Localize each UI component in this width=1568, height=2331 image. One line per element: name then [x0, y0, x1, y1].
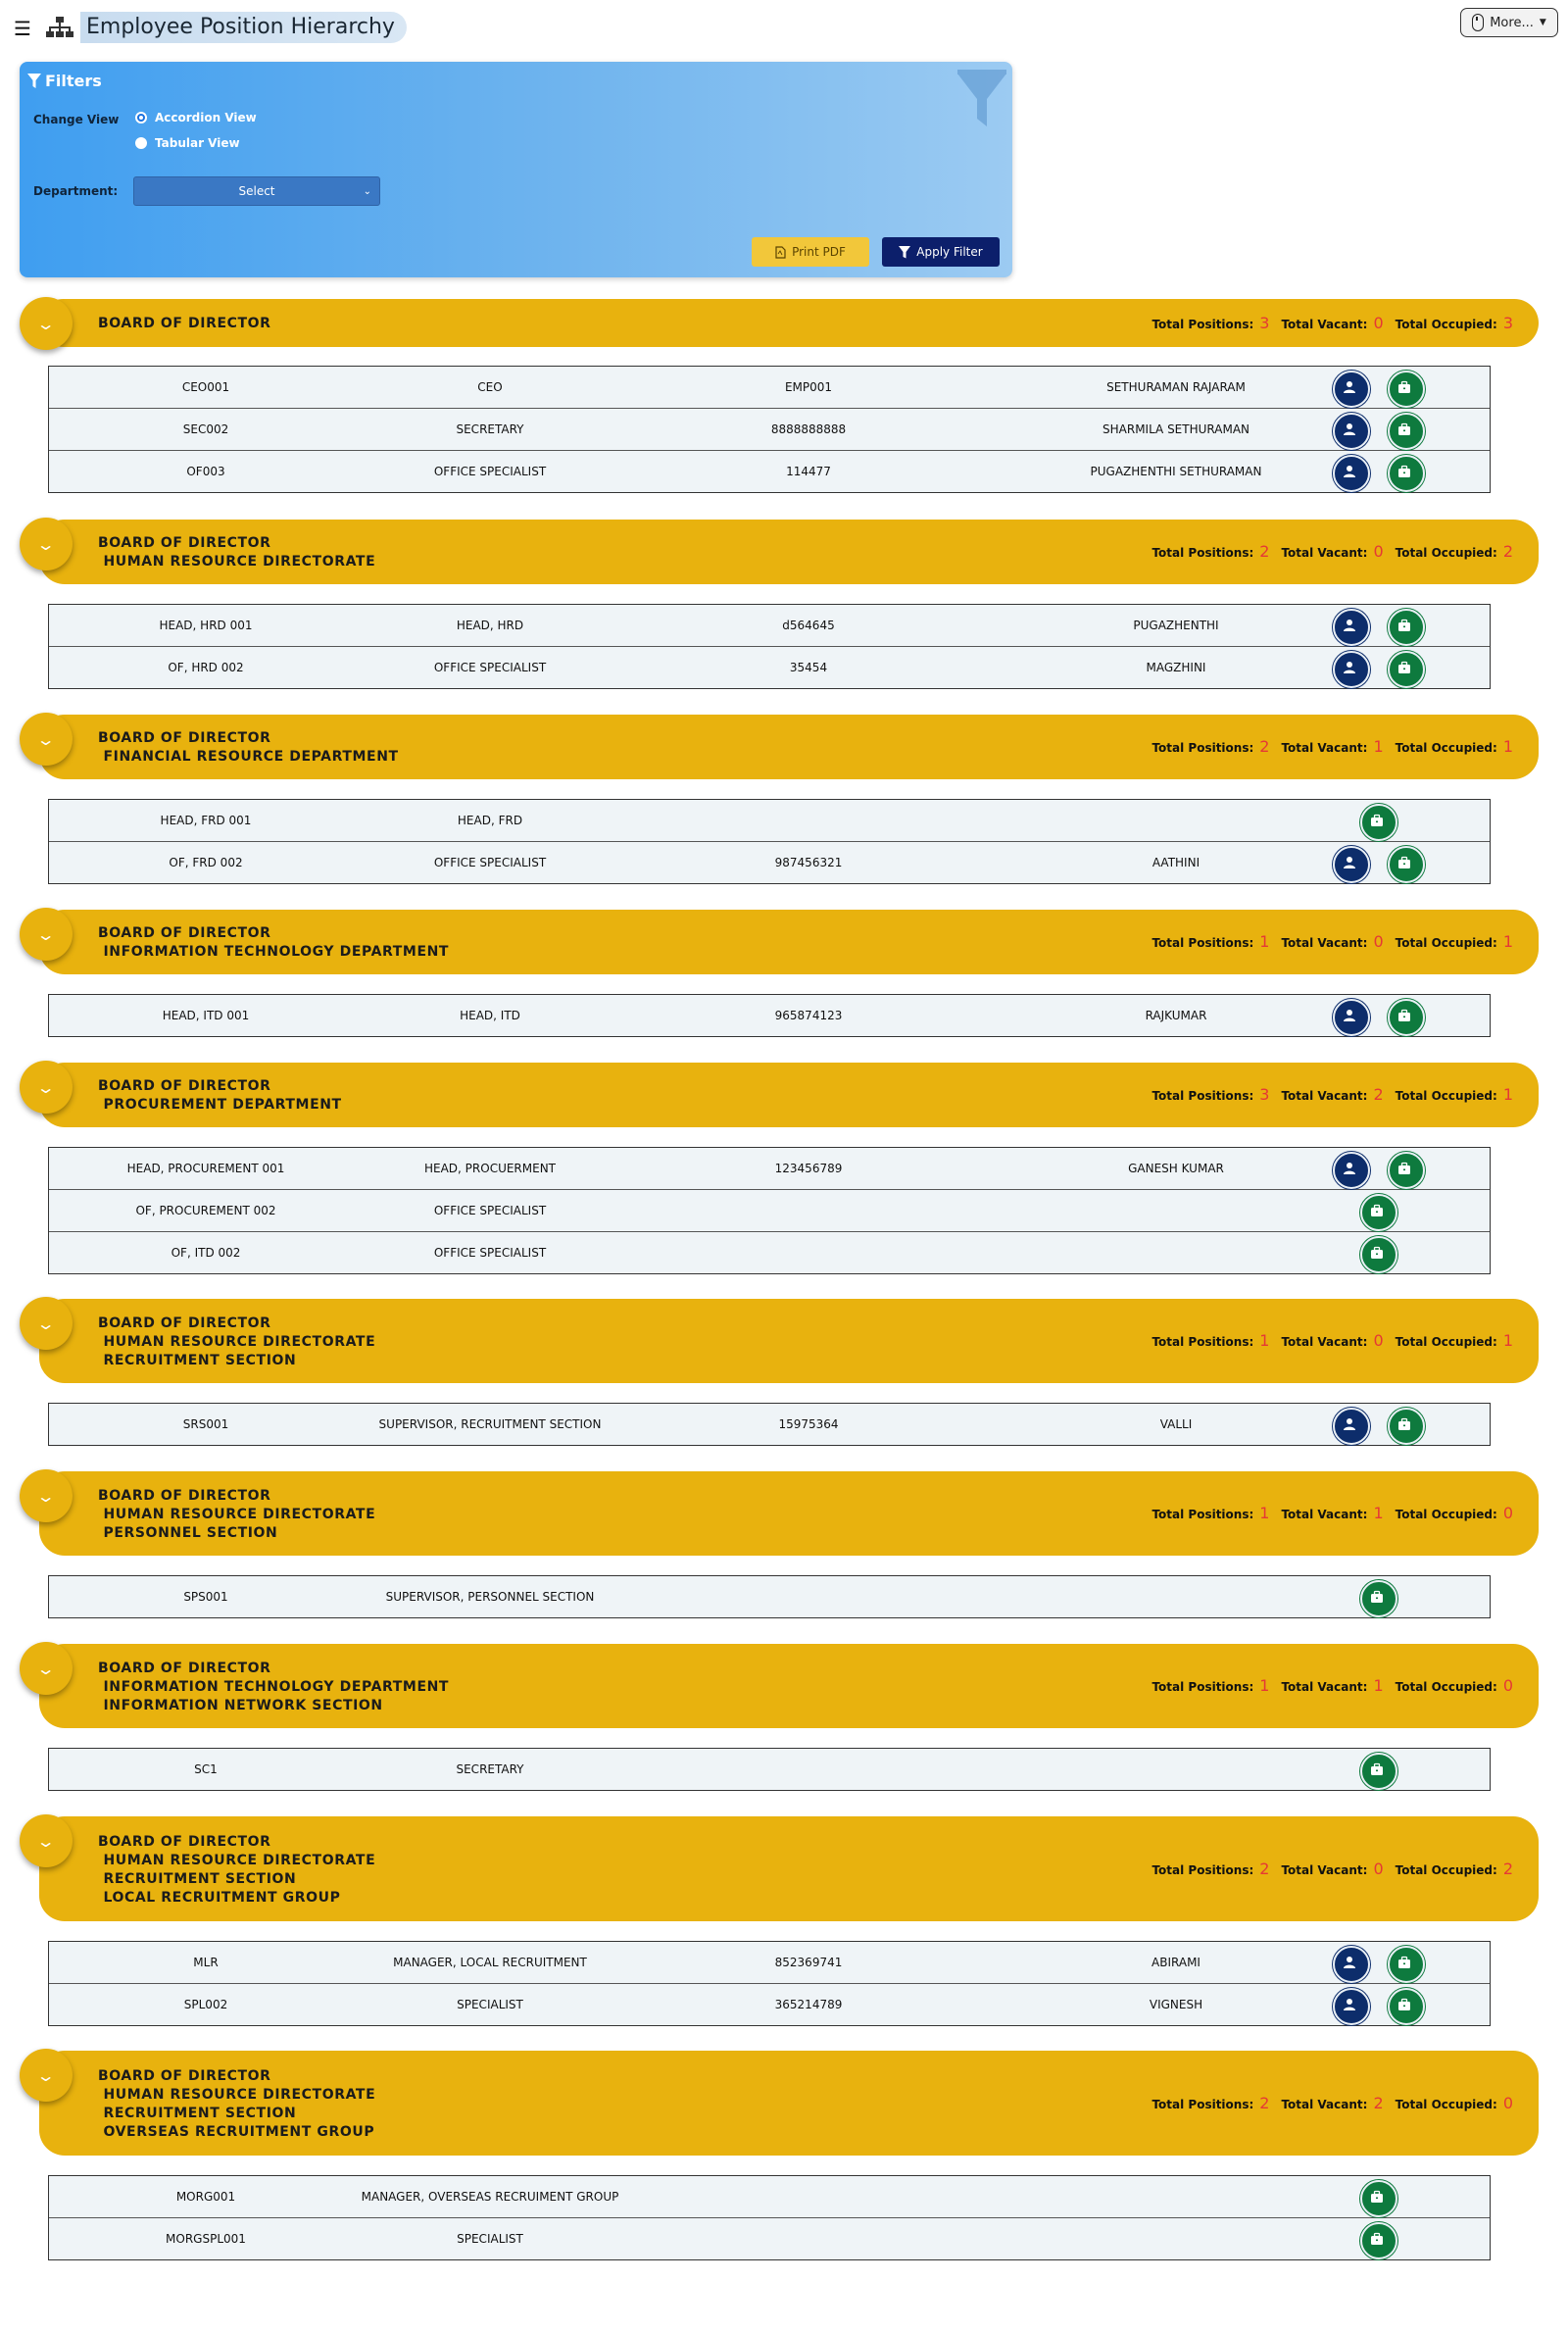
position-code: OF, PROCUREMENT 002: [135, 1204, 276, 1217]
department-line: BOARD OF DIRECTOR: [98, 925, 271, 941]
position-title: SUPERVISOR, PERSONNEL SECTION: [385, 1590, 595, 1604]
total-occupied-value: 0: [1502, 1676, 1513, 1695]
position-details-button[interactable]: [1388, 371, 1425, 408]
position-title: OFFICE SPECIALIST: [433, 1204, 547, 1217]
position-code: OF, HRD 002: [168, 661, 244, 674]
employee-details-button[interactable]: [1333, 455, 1370, 492]
total-vacant-value: 0: [1373, 1331, 1384, 1350]
radio-label: Accordion View: [155, 111, 257, 124]
position-details-button[interactable]: [1388, 413, 1425, 450]
total-positions-value: 1: [1259, 1676, 1270, 1695]
department-line: RECRUITMENT SECTION: [98, 1870, 297, 1887]
total-positions-label: Total Positions:: [1152, 1335, 1254, 1349]
total-occupied-label: Total Occupied:: [1395, 936, 1497, 950]
table-row: [49, 2176, 1490, 2218]
radio-label: Tabular View: [155, 136, 240, 150]
total-vacant-value: 0: [1373, 932, 1384, 951]
position-title: SUPERVISOR, RECRUITMENT SECTION: [378, 1417, 602, 1431]
positions-table: [48, 1748, 1491, 1791]
employee-details-button[interactable]: [1333, 999, 1370, 1036]
department-line: BOARD OF DIRECTOR: [98, 1833, 271, 1850]
employee-id: [657, 1749, 960, 1790]
position-details-button[interactable]: [1388, 651, 1425, 688]
department-path: [98, 1314, 375, 1370]
department-path: [98, 2067, 375, 2142]
filter-icon: [899, 246, 910, 259]
section-header[interactable]: [39, 1471, 1539, 1556]
section-stats: [1152, 1331, 1519, 1350]
position-title: SPECIALIST: [457, 1998, 523, 2011]
employee-name: [951, 1232, 1401, 1273]
positions-table: [48, 2175, 1491, 2260]
department-line: RECRUITMENT SECTION: [98, 1352, 297, 1368]
department-line: LOCAL RECRUITMENT GROUP: [98, 1889, 341, 1906]
employee-details-button[interactable]: [1333, 846, 1370, 883]
total-occupied-label: Total Occupied:: [1395, 1508, 1497, 1521]
position-details-button[interactable]: [1388, 1152, 1425, 1189]
employee-name: PUGAZHENTHI SETHURAMAN: [1090, 465, 1262, 478]
total-vacant-value: 2: [1373, 1085, 1384, 1104]
employee-details-button[interactable]: [1333, 609, 1370, 646]
expand-toggle-button[interactable]: [20, 713, 73, 766]
total-vacant-label: Total Vacant:: [1281, 1089, 1368, 1103]
positions-table: [48, 994, 1491, 1037]
position-title: CEO: [477, 380, 503, 394]
section-stats: [1152, 932, 1519, 951]
section-stats: [1152, 542, 1519, 561]
employee-details-button[interactable]: [1333, 371, 1370, 408]
total-occupied-label: Total Occupied:: [1395, 1862, 1497, 1877]
total-positions-label: Total Positions:: [1152, 1508, 1254, 1521]
table-row: [49, 1404, 1490, 1445]
position-code: OF003: [186, 465, 225, 478]
position-code: SEC002: [182, 422, 229, 436]
total-positions-label: Total Positions:: [1152, 936, 1254, 950]
employee-id: [657, 800, 960, 841]
total-positions-value: 3: [1259, 313, 1270, 332]
position-details-button[interactable]: [1388, 609, 1425, 646]
employee-id: 114477: [786, 465, 831, 478]
total-positions-value: 2: [1259, 542, 1270, 561]
department-line: HUMAN RESOURCE DIRECTORATE: [98, 1333, 376, 1350]
position-details-button[interactable]: [1388, 1408, 1425, 1445]
radio-unchecked-icon: [135, 137, 147, 149]
positions-table: [48, 366, 1491, 493]
table-row: [49, 842, 1490, 883]
employee-name: VALLI: [1159, 1417, 1193, 1431]
position-code: HEAD, HRD 001: [159, 619, 253, 632]
total-positions-label: Total Positions:: [1152, 741, 1254, 755]
employee-name: [951, 1190, 1401, 1231]
total-vacant-value: 1: [1373, 737, 1384, 756]
employee-name: [951, 2176, 1401, 2217]
positions-table: [48, 1147, 1491, 1274]
employee-details-button[interactable]: [1333, 413, 1370, 450]
table-row: [49, 367, 1490, 409]
total-occupied-value: 1: [1502, 737, 1513, 756]
total-positions-label: Total Positions:: [1152, 1862, 1254, 1877]
employee-id: EMP001: [784, 380, 833, 394]
total-occupied-label: Total Occupied:: [1395, 546, 1497, 560]
total-occupied-value: 1: [1502, 1331, 1513, 1350]
total-occupied-label: Total Occupied:: [1395, 1680, 1497, 1694]
radio-accordion-view[interactable]: [135, 111, 257, 124]
table-row: [49, 1576, 1490, 1617]
table-row: [49, 2218, 1490, 2259]
position-title: HEAD, FRD: [457, 814, 523, 827]
expand-toggle-button[interactable]: [20, 1814, 73, 1867]
section-stats: [1152, 1085, 1519, 1104]
position-title: OFFICE SPECIALIST: [433, 661, 547, 674]
department-line: BOARD OF DIRECTOR: [98, 535, 271, 551]
position-title: HEAD, PROCUERMENT: [423, 1162, 557, 1175]
total-vacant-value: 0: [1373, 1859, 1384, 1878]
employee-id: [657, 2218, 960, 2259]
total-occupied-value: 2: [1502, 542, 1513, 561]
caret-down-icon: ▼: [1539, 18, 1546, 27]
employee-id: 365214789: [774, 1998, 843, 2011]
section-header[interactable]: [39, 520, 1539, 584]
page-title: Employee Position Hierarchy: [80, 12, 407, 43]
employee-name: [951, 2218, 1401, 2259]
radio-tabular-view[interactable]: [135, 136, 240, 150]
employee-id: [657, 1190, 960, 1231]
department-label: Department:: [33, 184, 119, 198]
employee-details-button[interactable]: [1333, 651, 1370, 688]
positions-table: [48, 799, 1491, 884]
department-select[interactable]: [133, 176, 380, 206]
employee-details-button[interactable]: [1333, 1946, 1370, 1983]
employee-name: [951, 1749, 1401, 1790]
employee-id: 852369741: [774, 1956, 843, 1969]
total-positions-value: 1: [1259, 932, 1270, 951]
total-vacant-label: Total Vacant:: [1281, 741, 1368, 755]
position-details-button[interactable]: [1388, 999, 1425, 1036]
employee-details-button[interactable]: [1333, 1152, 1370, 1189]
employee-name: MAGZHINI: [1146, 661, 1206, 674]
positions-table: [48, 604, 1491, 689]
chevron-down-icon: ⌄: [35, 924, 57, 944]
total-vacant-label: Total Vacant:: [1281, 317, 1368, 331]
table-row: [49, 1148, 1490, 1190]
employee-name: AATHINI: [1152, 856, 1200, 869]
position-title: MANAGER, OVERSEAS RECRUIMENT GROUP: [361, 2190, 619, 2204]
chevron-down-icon: ⌄: [35, 1831, 57, 1851]
total-vacant-label: Total Vacant:: [1281, 1862, 1368, 1877]
table-row: [49, 1984, 1490, 2025]
more-label: More...: [1490, 15, 1534, 30]
employee-id: 987456321: [774, 856, 843, 869]
total-positions-value: 1: [1259, 1504, 1270, 1522]
position-title: SPECIALIST: [457, 2232, 523, 2246]
section-stats: [1152, 1676, 1519, 1695]
total-positions-value: 1: [1259, 1331, 1270, 1350]
department-path: [98, 1833, 375, 1908]
total-occupied-label: Total Occupied:: [1395, 741, 1497, 755]
mouse-icon: [1472, 14, 1484, 31]
department-path: [98, 1487, 375, 1543]
position-title: HEAD, HRD: [456, 619, 524, 632]
department-line: FINANCIAL RESOURCE DEPARTMENT: [98, 749, 399, 765]
table-row: [49, 451, 1490, 492]
total-positions-label: Total Positions:: [1152, 546, 1254, 560]
expand-toggle-button[interactable]: [20, 1061, 73, 1114]
section-stats: [1152, 737, 1519, 756]
employee-id: d564645: [782, 619, 835, 632]
department-line: BOARD OF DIRECTOR: [98, 1487, 271, 1504]
total-vacant-label: Total Vacant:: [1281, 1508, 1368, 1521]
chevron-down-icon: ⌄: [35, 1659, 57, 1678]
total-vacant-label: Total Vacant:: [1281, 1335, 1368, 1349]
table-row: [49, 409, 1490, 451]
filters-panel: [20, 62, 1012, 277]
apply-filter-label: Apply Filter: [916, 245, 983, 259]
total-positions-value: 3: [1259, 1085, 1270, 1104]
employee-id: 15975364: [778, 1417, 839, 1431]
positions-table: [48, 1403, 1491, 1446]
position-title: OFFICE SPECIALIST: [433, 1246, 547, 1260]
total-positions-value: 2: [1259, 1859, 1270, 1878]
filter-icon: [27, 74, 41, 89]
total-positions-label: Total Positions:: [1152, 2097, 1254, 2111]
total-occupied-value: 1: [1502, 932, 1513, 951]
employee-name: VIGNESH: [1149, 1998, 1203, 2011]
employee-details-button[interactable]: [1333, 1408, 1370, 1445]
department-line: RECRUITMENT SECTION: [98, 2105, 297, 2121]
total-occupied-label: Total Occupied:: [1395, 1089, 1497, 1103]
employee-id: 123456789: [774, 1162, 843, 1175]
chevron-down-icon: ⌄: [35, 2065, 57, 2085]
department-select-value: Select: [238, 184, 275, 198]
department-line: HUMAN RESOURCE DIRECTORATE: [98, 1852, 376, 1868]
positions-table: [48, 1575, 1491, 1618]
section-header[interactable]: [39, 1063, 1539, 1127]
position-details-button[interactable]: [1360, 1236, 1397, 1273]
table-row: [49, 1942, 1490, 1984]
total-occupied-value: 0: [1502, 1504, 1513, 1522]
department-line: INFORMATION NETWORK SECTION: [98, 1697, 383, 1713]
table-row: [49, 1749, 1490, 1790]
department-line: INFORMATION TECHNOLOGY DEPARTMENT: [98, 1678, 450, 1695]
department-path: [98, 1660, 449, 1715]
total-positions-value: 2: [1259, 2093, 1270, 2112]
position-title: OFFICE SPECIALIST: [433, 465, 547, 478]
total-occupied-value: 3: [1502, 313, 1513, 332]
expand-toggle-button[interactable]: [20, 2049, 73, 2102]
department-path: [98, 729, 399, 767]
department-line: BOARD OF DIRECTOR: [98, 316, 271, 331]
menu-icon[interactable]: ☰: [14, 17, 31, 40]
total-positions-label: Total Positions:: [1152, 1089, 1254, 1103]
total-positions-value: 2: [1259, 737, 1270, 756]
expand-toggle-button[interactable]: [20, 1297, 73, 1350]
total-vacant-label: Total Vacant:: [1281, 2097, 1368, 2111]
employee-name: SETHURAMAN RAJARAM: [1106, 380, 1246, 394]
apply-filter-button[interactable]: [882, 237, 1000, 267]
employee-id: 965874123: [774, 1009, 843, 1022]
department-line: BOARD OF DIRECTOR: [98, 1314, 271, 1331]
chevron-down-icon: ⌄: [35, 534, 57, 554]
chevron-down-icon: ⌄: [363, 186, 371, 197]
chevron-down-icon: ⌄: [35, 1314, 57, 1333]
total-occupied-label: Total Occupied:: [1395, 317, 1497, 331]
top-bar: [0, 0, 1568, 55]
filters-title: Filters: [45, 72, 102, 90]
position-details-button[interactable]: [1388, 1988, 1425, 2025]
department-path: [98, 315, 271, 333]
position-title: MANAGER, LOCAL RECRUITMENT: [393, 1956, 587, 1969]
department-line: BOARD OF DIRECTOR: [98, 730, 271, 746]
position-code: HEAD, FRD 001: [160, 814, 252, 827]
table-row: [49, 1232, 1490, 1273]
employee-id: [657, 1576, 960, 1617]
employee-id: [657, 1232, 960, 1273]
expand-toggle-button[interactable]: [20, 1642, 73, 1695]
funnel-watermark-icon: [957, 70, 1006, 128]
department-path: [98, 1077, 342, 1115]
position-code: CEO001: [181, 380, 230, 394]
employee-details-button[interactable]: [1333, 1988, 1370, 2025]
table-row: [49, 605, 1490, 647]
total-occupied-value: 2: [1502, 1859, 1513, 1878]
expand-toggle-button[interactable]: [20, 297, 73, 350]
position-details-button[interactable]: [1360, 1194, 1397, 1231]
department-line: HUMAN RESOURCE DIRECTORATE: [98, 554, 376, 570]
more-button[interactable]: [1460, 8, 1558, 37]
position-details-button[interactable]: [1360, 1580, 1397, 1617]
section-header[interactable]: [39, 1644, 1539, 1728]
chevron-down-icon: ⌄: [35, 1486, 57, 1506]
total-positions-label: Total Positions:: [1152, 1680, 1254, 1694]
total-occupied-value: 0: [1502, 2093, 1513, 2112]
department-line: PERSONNEL SECTION: [98, 1524, 278, 1541]
total-vacant-label: Total Vacant:: [1281, 546, 1368, 560]
department-line: HUMAN RESOURCE DIRECTORATE: [98, 1506, 376, 1522]
position-details-button[interactable]: [1388, 1946, 1425, 1983]
employee-name: SHARMILA SETHURAMAN: [1102, 422, 1250, 436]
department-line: INFORMATION TECHNOLOGY DEPARTMENT: [98, 944, 450, 960]
total-vacant-value: 1: [1373, 1504, 1384, 1522]
employee-name: [951, 800, 1401, 841]
section-header[interactable]: [39, 715, 1539, 779]
position-code: MLR: [193, 1956, 219, 1969]
position-code: HEAD, PROCUREMENT 001: [126, 1162, 285, 1175]
expand-toggle-button[interactable]: [20, 518, 73, 570]
table-row: [49, 1190, 1490, 1232]
section-stats: [1152, 1860, 1519, 1878]
expand-toggle-button[interactable]: [20, 1469, 73, 1522]
print-pdf-button[interactable]: [752, 237, 869, 267]
position-details-button[interactable]: [1360, 804, 1397, 841]
total-occupied-label: Total Occupied:: [1395, 2097, 1497, 2111]
position-code: MORGSPL001: [166, 2232, 246, 2246]
section-header[interactable]: [39, 910, 1539, 974]
department-line: HUMAN RESOURCE DIRECTORATE: [98, 2086, 376, 2103]
position-title: OFFICE SPECIALIST: [433, 856, 547, 869]
position-code: MORG001: [175, 2190, 236, 2204]
total-positions-label: Total Positions:: [1152, 317, 1254, 331]
employee-name: PUGAZHENTHI: [1133, 619, 1219, 632]
pdf-file-icon: [775, 246, 786, 259]
change-view-label: Change View: [33, 113, 120, 126]
department-path: [98, 534, 375, 571]
position-details-button[interactable]: [1360, 1753, 1397, 1790]
total-occupied-label: Total Occupied:: [1395, 1335, 1497, 1349]
employee-name: ABIRAMI: [1152, 1956, 1200, 1969]
department-line: BOARD OF DIRECTOR: [98, 1078, 271, 1094]
print-pdf-label: Print PDF: [792, 245, 846, 259]
department-line: BOARD OF DIRECTOR: [98, 1660, 271, 1676]
position-code: SPS001: [183, 1590, 228, 1604]
table-row: [49, 995, 1490, 1036]
section-stats: [1152, 2094, 1519, 2112]
expand-toggle-button[interactable]: [20, 908, 73, 961]
position-code: OF, FRD 002: [169, 856, 243, 869]
filters-header: [27, 72, 102, 90]
position-code: HEAD, ITD 001: [162, 1009, 250, 1022]
section-header[interactable]: [39, 1816, 1539, 1921]
employee-name: GANESH KUMAR: [1128, 1162, 1224, 1175]
total-vacant-label: Total Vacant:: [1281, 1680, 1368, 1694]
position-title: HEAD, ITD: [460, 1009, 520, 1022]
total-occupied-value: 1: [1502, 1085, 1513, 1104]
total-vacant-value: 1: [1373, 1676, 1384, 1695]
department-line: OVERSEAS RECRUITMENT GROUP: [98, 2123, 375, 2140]
section-header[interactable]: [39, 299, 1539, 347]
section-header[interactable]: [39, 2051, 1539, 2156]
position-title: SECRETARY: [456, 422, 524, 436]
total-vacant-value: 0: [1373, 542, 1384, 561]
position-details-button[interactable]: [1360, 2180, 1397, 2217]
position-code: SC1: [194, 1762, 218, 1776]
position-details-button[interactable]: [1360, 2222, 1397, 2259]
position-title: SECRETARY: [456, 1762, 524, 1776]
department-line: BOARD OF DIRECTOR: [98, 2067, 271, 2084]
position-details-button[interactable]: [1388, 455, 1425, 492]
total-vacant-label: Total Vacant:: [1281, 936, 1368, 950]
chevron-down-icon: ⌄: [35, 729, 57, 749]
department-line: PROCUREMENT DEPARTMENT: [98, 1097, 342, 1113]
section-stats: [1152, 314, 1519, 332]
employee-id: [657, 2176, 960, 2217]
chevron-down-icon: ⌄: [35, 1077, 57, 1097]
radio-checked-icon: [135, 112, 147, 124]
total-vacant-value: 2: [1373, 2093, 1384, 2112]
position-code: OF, ITD 002: [171, 1246, 241, 1260]
position-details-button[interactable]: [1388, 846, 1425, 883]
chevron-down-icon: ⌄: [35, 314, 57, 333]
org-chart-icon: [45, 16, 74, 41]
total-vacant-value: 0: [1373, 313, 1384, 332]
table-row: [49, 800, 1490, 842]
positions-table: [48, 1941, 1491, 2026]
position-code: SRS001: [182, 1417, 229, 1431]
employee-name: [951, 1576, 1401, 1617]
employee-id: 35454: [789, 661, 828, 674]
table-row: [49, 647, 1490, 688]
employee-name: RAJKUMAR: [1145, 1009, 1207, 1022]
section-stats: [1152, 1504, 1519, 1522]
section-header[interactable]: [39, 1299, 1539, 1383]
employee-id: 8888888888: [770, 422, 847, 436]
department-path: [98, 924, 449, 962]
position-code: SPL002: [183, 1998, 228, 2011]
